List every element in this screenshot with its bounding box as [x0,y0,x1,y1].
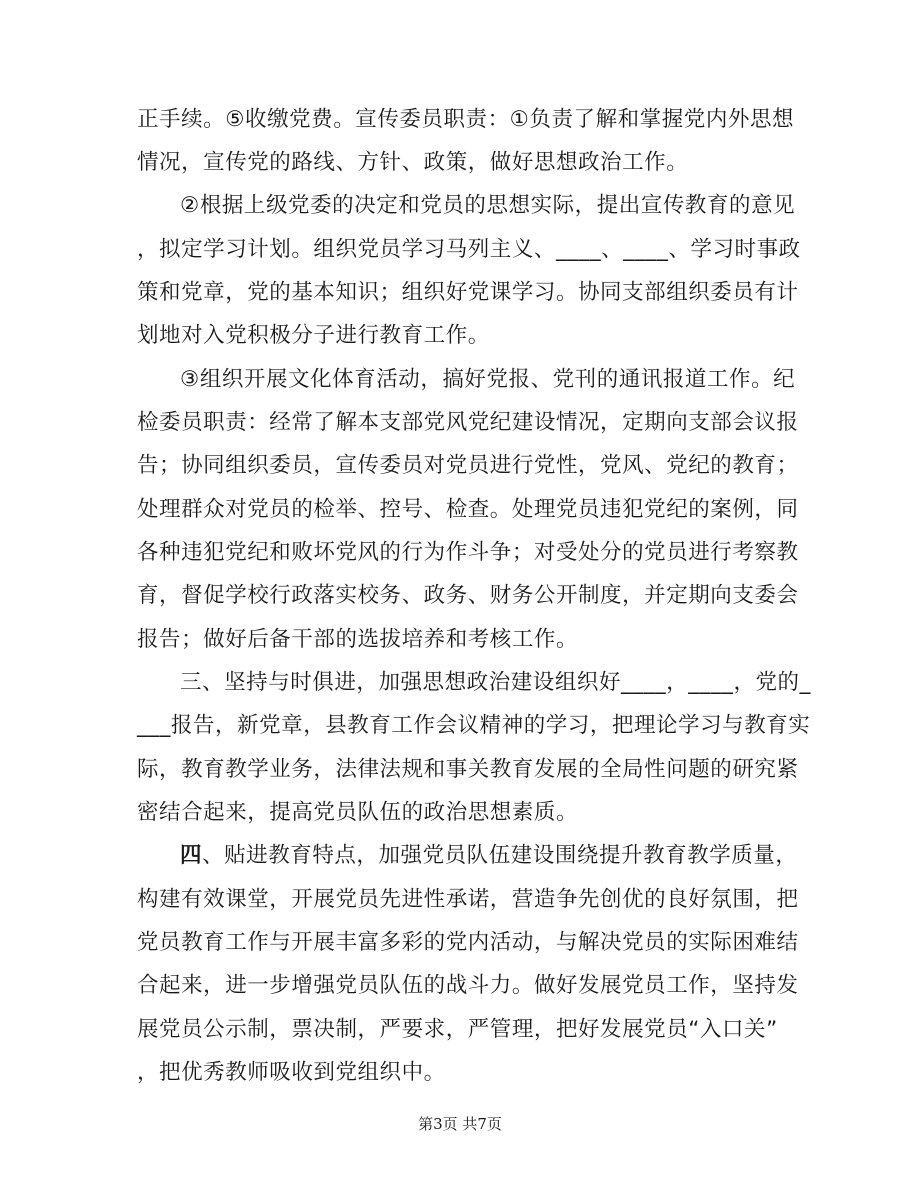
text-line: ，把优秀教师吸收到党组织中。 [137,1060,446,1085]
text-line: 际，教育教学业务，法律法规和事关教育发展的全局性问题的研究紧 [137,757,799,782]
text-line: 育，督促学校行政落实校务、政务、财务公开制度，并定期向支委会 [137,583,799,608]
text-line: 处理群众对党员的检举、控号、检查。处理党员违犯党纪的案例，同 [137,497,799,522]
text-line: 策和党章，党的基本知识；组织好党课学习。协同支部组织委员有计 [137,280,799,305]
text-line [180,842,797,870]
text-line: 构建有效课堂，开展党员先进性承诺，营造争先创优的良好氛围，把 [137,887,799,912]
text-line: 报告；做好后备干部的选拔培养和考核工作。 [137,627,579,652]
text-line: 密结合起来，提高党员队伍的政治思想素质。 [137,800,579,825]
text-line: 合起来，进一步增强党员队伍的战斗力。做好发展党员工作，坚持发 [137,973,799,998]
text-line: 检委员职责：经常了解本支部党风党纪建设情况，定期向支部会议报 [137,410,799,435]
page-number: 第3页 共7页 [418,1115,502,1133]
text-line: 情况，宣传党的路线、方针、政策，做好思想政治工作。 [137,150,689,175]
text-line: ___报告，新党章，县教育工作会议精神的学习，把理论学习与教育实 [137,713,811,738]
text-line: 三、坚持与时俱进，加强思想政治建设组织好____，____，党的_ [180,670,811,695]
section-heading: 四 [180,843,203,868]
text-line: 划地对入党积极分子进行教育工作。 [137,323,490,348]
text-line: 展党员公示制，票决制，严要求，严管理，把好发展党员“入口关” [137,1017,778,1042]
text-run: 、贴进教育特点，加强党员队伍建设围绕提升教育教学质量， [202,843,798,868]
text-line: 告；协同组织委员，宣传委员对党员进行党性，党风、党纪的教育； [137,453,799,478]
text-line: 各种违犯党纪和败坏党风的行为作斗争；对受处分的党员进行考察教 [137,540,799,565]
text-line: ③组织开展文化体育活动，搞好党报、党刊的通讯报道工作。纪 [180,367,796,392]
text-line: ②根据上级党委的决定和党员的思想实际，提出宣传教育的意见 [180,193,796,218]
text-line: 正手续。⑤收缴党费。宣传委员职责：①负责了解和掌握党内外思想 [137,107,795,132]
text-line: ，拟定学习计划。组织党员学习马列主义、____、____、学习时事政 [137,237,801,262]
text-line: 党员教育工作与开展丰富多彩的党内活动，与解决党员的实际困难结 [137,930,799,955]
